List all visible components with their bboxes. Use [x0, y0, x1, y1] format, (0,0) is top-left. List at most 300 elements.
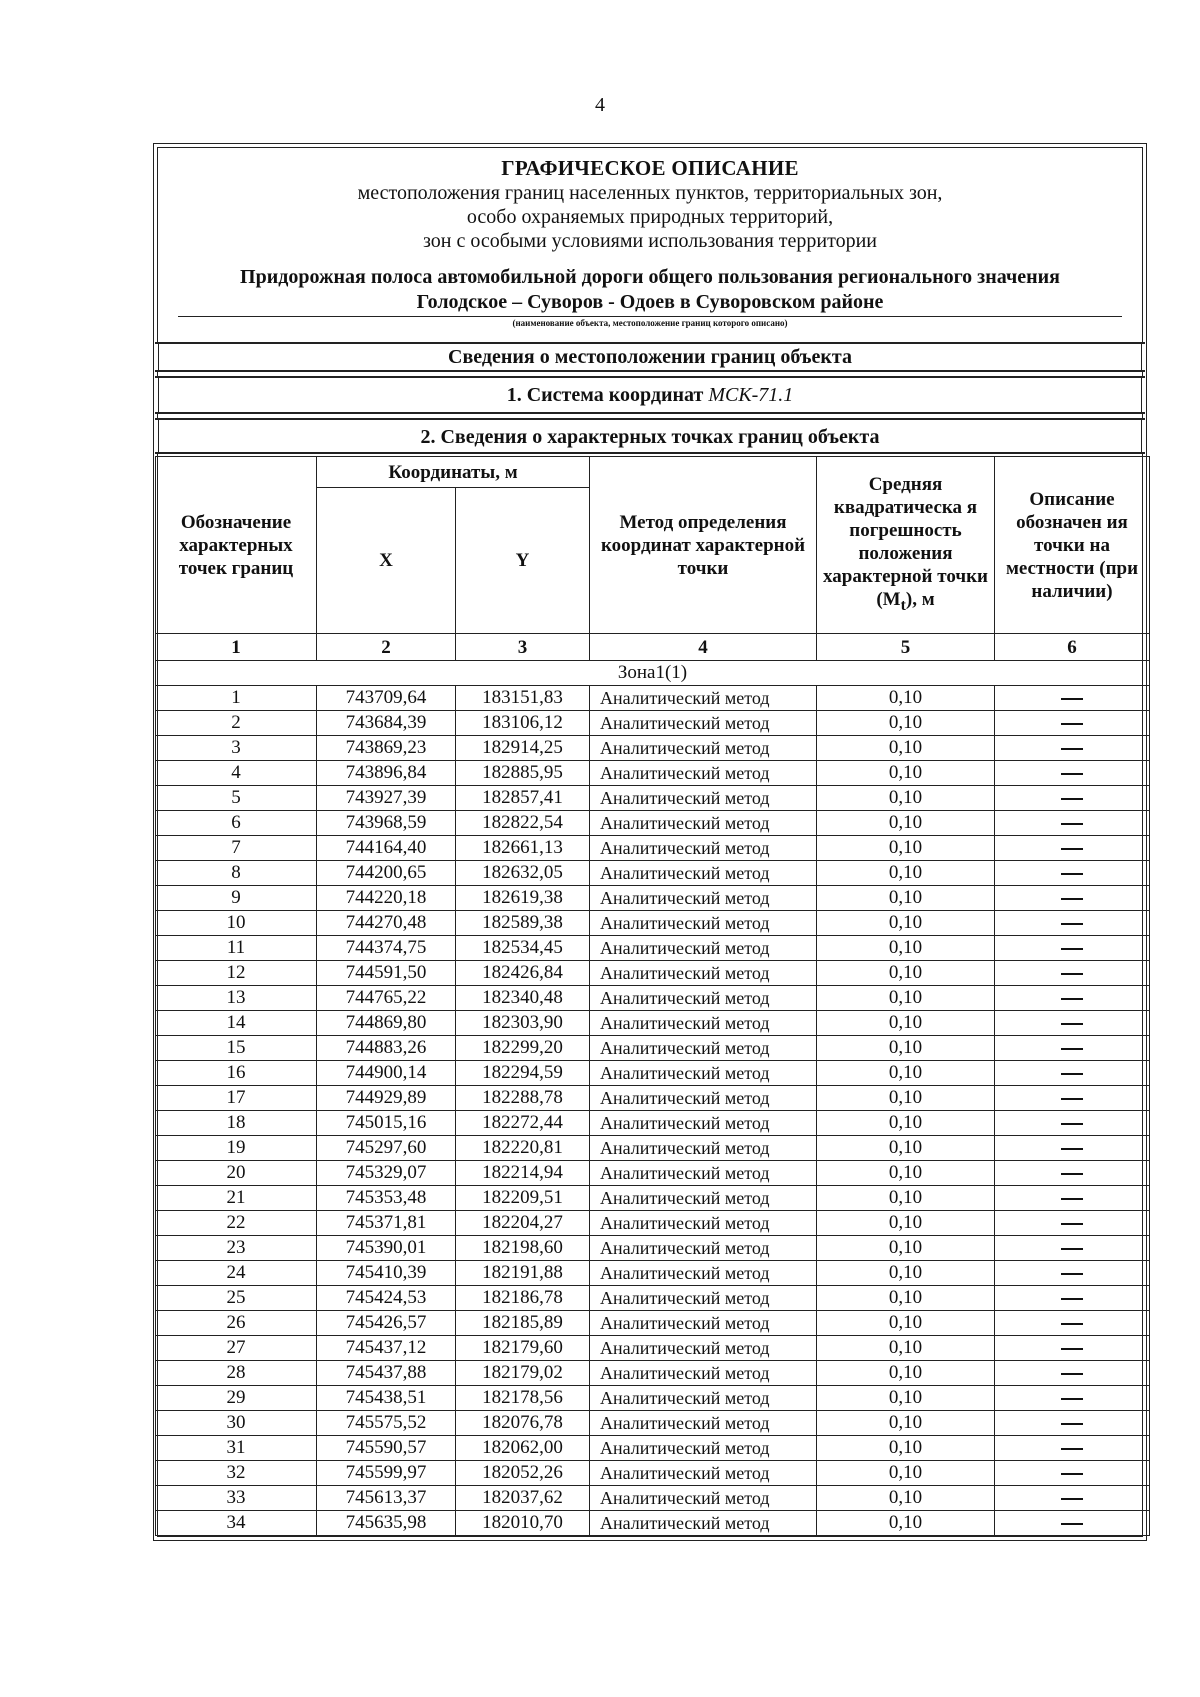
header-accuracy-tail: ), м: [905, 589, 935, 611]
point-description: [995, 786, 1150, 811]
point-method: Аналитический метод: [590, 1111, 817, 1136]
point-y: 182037,62: [456, 1486, 590, 1511]
dash-mark: [1061, 748, 1083, 750]
header-x: X: [317, 488, 456, 634]
table-row: [156, 1511, 1150, 1536]
point-number: 14: [156, 1011, 317, 1036]
point-number: 17: [156, 1086, 317, 1111]
table-row: [156, 1011, 1150, 1036]
point-x: 743896,84: [317, 761, 456, 786]
point-number: 24: [156, 1261, 317, 1286]
points-heading: [155, 418, 1145, 454]
table-row: [156, 1186, 1150, 1211]
dash-mark: [1061, 1223, 1083, 1225]
point-number: 21: [156, 1186, 317, 1211]
dash-mark: [1061, 1323, 1083, 1325]
zone-label: Зона1(1): [156, 661, 1150, 686]
point-x: 743968,59: [317, 811, 456, 836]
title-line-2: особо охраняемых природных территорий,: [466, 206, 834, 228]
point-description: [995, 811, 1150, 836]
table-row: [156, 1336, 1150, 1361]
header-accuracy-sub: t: [900, 596, 906, 614]
point-x: 745437,88: [317, 1361, 456, 1386]
table-row: [156, 1211, 1150, 1236]
point-number: 22: [156, 1211, 317, 1236]
point-accuracy: 0,10: [817, 911, 995, 936]
point-description: [995, 1436, 1150, 1461]
point-number: 20: [156, 1161, 317, 1186]
document-frame: [153, 143, 1147, 1541]
col-number: 6: [995, 634, 1150, 661]
point-accuracy: 0,10: [817, 1486, 995, 1511]
point-description: [995, 1361, 1150, 1386]
point-method: Аналитический метод: [590, 961, 817, 986]
header-y: Y: [456, 488, 590, 634]
point-number: 31: [156, 1436, 317, 1461]
dash-mark: [1061, 1073, 1083, 1075]
dash-mark: [1061, 848, 1083, 850]
point-description: [995, 1286, 1150, 1311]
point-description: [995, 961, 1150, 986]
point-method: Аналитический метод: [590, 1286, 817, 1311]
point-description: [995, 1086, 1150, 1111]
point-accuracy: 0,10: [817, 1361, 995, 1386]
point-method: Аналитический метод: [590, 1086, 817, 1111]
coord-system-heading: [155, 376, 1145, 414]
point-x: 745599,97: [317, 1461, 456, 1486]
point-accuracy: 0,10: [817, 786, 995, 811]
object-name-line-2: Голодское – Суворов - Одоев в Суворовском районе: [416, 291, 884, 313]
point-method: Аналитический метод: [590, 936, 817, 961]
point-y: 182186,78: [456, 1286, 590, 1311]
band-inner-border: [158, 378, 1142, 412]
point-x: 745613,37: [317, 1486, 456, 1511]
point-description: [995, 861, 1150, 886]
dash-mark: [1061, 1448, 1083, 1450]
point-x: 744883,26: [317, 1036, 456, 1061]
point-method: Аналитический метод: [590, 1411, 817, 1436]
point-x: 744220,18: [317, 886, 456, 911]
point-x: 744929,89: [317, 1086, 456, 1111]
table-row: [156, 686, 1150, 711]
point-x: 743869,23: [317, 736, 456, 761]
coord-system-label: 1. Система координат: [506, 384, 709, 406]
table-row: [156, 1486, 1150, 1511]
point-x: 745329,07: [317, 1161, 456, 1186]
table-row: [156, 786, 1150, 811]
point-method: Аналитический метод: [590, 911, 817, 936]
point-accuracy: 0,10: [817, 1186, 995, 1211]
point-description: [995, 911, 1150, 936]
point-x: 743684,39: [317, 711, 456, 736]
table-row: [156, 911, 1150, 936]
point-y: 182214,94: [456, 1161, 590, 1186]
dash-mark: [1061, 948, 1083, 950]
dash-mark: [1061, 1248, 1083, 1250]
point-method: Аналитический метод: [590, 686, 817, 711]
table-row: [156, 1236, 1150, 1261]
point-accuracy: 0,10: [817, 1036, 995, 1061]
point-y: 182426,84: [456, 961, 590, 986]
dash-mark: [1061, 1098, 1083, 1100]
header-accuracy: [817, 457, 995, 634]
dash-mark: [1061, 973, 1083, 975]
col-number: 2: [317, 634, 456, 661]
point-y: 182619,38: [456, 886, 590, 911]
col-number: 4: [590, 634, 817, 661]
point-number: 16: [156, 1061, 317, 1086]
object-name-caption: (наименование объекта, местоположение границ которого описано): [512, 318, 788, 328]
dash-mark: [1061, 1048, 1083, 1050]
point-accuracy: 0,10: [817, 1411, 995, 1436]
point-method: Аналитический метод: [590, 886, 817, 911]
point-x: 744900,14: [317, 1061, 456, 1086]
col-number: 1: [156, 634, 317, 661]
point-description: [995, 1386, 1150, 1411]
document-title: ГРАФИЧЕСКОЕ ОПИСАНИЕ: [501, 156, 799, 180]
point-number: 8: [156, 861, 317, 886]
table-row: [156, 1036, 1150, 1061]
point-y: 182822,54: [456, 811, 590, 836]
point-number: 25: [156, 1286, 317, 1311]
point-accuracy: 0,10: [817, 1111, 995, 1136]
dash-mark: [1061, 923, 1083, 925]
title-line-3: зон с особыми условиями использования территории: [422, 230, 878, 252]
table-row: [156, 1461, 1150, 1486]
point-number: 3: [156, 736, 317, 761]
point-y: 182220,81: [456, 1136, 590, 1161]
point-y: 182179,02: [456, 1361, 590, 1386]
point-method: Аналитический метод: [590, 1386, 817, 1411]
point-y: 182185,89: [456, 1311, 590, 1336]
header-designation: Обозначение характерных точек границ: [156, 457, 317, 634]
table-row: [156, 1286, 1150, 1311]
col-number: 3: [456, 634, 590, 661]
point-method: Аналитический метод: [590, 711, 817, 736]
point-number: 18: [156, 1111, 317, 1136]
dash-mark: [1061, 1348, 1083, 1350]
point-number: 27: [156, 1336, 317, 1361]
table-row: [156, 986, 1150, 1011]
point-number: 15: [156, 1036, 317, 1061]
point-description: [995, 1061, 1150, 1086]
point-method: Аналитический метод: [590, 1461, 817, 1486]
dash-mark: [1061, 998, 1083, 1000]
point-description: [995, 1336, 1150, 1361]
point-description: [995, 1486, 1150, 1511]
point-description: [995, 1111, 1150, 1136]
title-line-1: местоположения границ населенных пунктов, территориальных зон,: [357, 182, 943, 204]
point-number: 7: [156, 836, 317, 861]
point-number: 10: [156, 911, 317, 936]
point-number: 11: [156, 936, 317, 961]
point-description: [995, 736, 1150, 761]
point-method: Аналитический метод: [590, 1336, 817, 1361]
point-number: 30: [156, 1411, 317, 1436]
point-number: 23: [156, 1236, 317, 1261]
table-row: [156, 761, 1150, 786]
point-accuracy: 0,10: [817, 861, 995, 886]
table-row: [156, 1161, 1150, 1186]
point-method: Аналитический метод: [590, 1161, 817, 1186]
document-inner-frame: [157, 147, 1143, 1537]
point-method: Аналитический метод: [590, 1236, 817, 1261]
point-number: 19: [156, 1136, 317, 1161]
point-accuracy: 0,10: [817, 811, 995, 836]
point-method: Аналитический метод: [590, 1061, 817, 1086]
point-y: 182885,95: [456, 761, 590, 786]
points-heading-text: 2. Сведения о характерных точках границ объекта: [420, 426, 880, 448]
header-method: Метод определения координат характерной точки: [590, 457, 817, 634]
band-inner-border: [158, 344, 1142, 370]
point-y: 182534,45: [456, 936, 590, 961]
point-y: 183151,83: [456, 686, 590, 711]
point-y: 182272,44: [456, 1111, 590, 1136]
dash-mark: [1061, 1148, 1083, 1150]
table-row: [156, 1436, 1150, 1461]
point-x: 745438,51: [317, 1386, 456, 1411]
point-accuracy: 0,10: [817, 1261, 995, 1286]
dash-mark: [1061, 823, 1083, 825]
dash-mark: [1061, 773, 1083, 775]
band-inner-border: [158, 420, 1142, 452]
dash-mark: [1061, 1398, 1083, 1400]
dash-mark: [1061, 898, 1083, 900]
point-number: 26: [156, 1311, 317, 1336]
point-description: [995, 1161, 1150, 1186]
title-block: [158, 148, 1142, 342]
point-y: 182589,38: [456, 911, 590, 936]
header-description: Описание обозначен ия точки на местности (при наличии): [995, 457, 1150, 634]
table-row: [156, 1136, 1150, 1161]
point-description: [995, 711, 1150, 736]
point-number: 5: [156, 786, 317, 811]
point-accuracy: 0,10: [817, 736, 995, 761]
table-row: [156, 1086, 1150, 1111]
point-method: Аналитический метод: [590, 1511, 817, 1536]
point-accuracy: 0,10: [817, 1386, 995, 1411]
point-y: 183106,12: [456, 711, 590, 736]
point-x: 744270,48: [317, 911, 456, 936]
dash-mark: [1061, 1298, 1083, 1300]
point-y: 182299,20: [456, 1036, 590, 1061]
point-number: 29: [156, 1386, 317, 1411]
point-x: 744765,22: [317, 986, 456, 1011]
point-y: 182340,48: [456, 986, 590, 1011]
point-description: [995, 1461, 1150, 1486]
point-number: 4: [156, 761, 317, 786]
section-heading: [155, 342, 1145, 372]
point-x: 744869,80: [317, 1011, 456, 1036]
table-row: [156, 1361, 1150, 1386]
point-number: 6: [156, 811, 317, 836]
point-accuracy: 0,10: [817, 936, 995, 961]
point-x: 745390,01: [317, 1236, 456, 1261]
table-row: [156, 886, 1150, 911]
object-name-line-1: Придорожная полоса автомобильной дороги общего пользования регионального значения: [240, 266, 1060, 288]
point-description: [995, 1411, 1150, 1436]
point-accuracy: 0,10: [817, 961, 995, 986]
point-y: 182857,41: [456, 786, 590, 811]
point-method: Аналитический метод: [590, 1361, 817, 1386]
dash-mark: [1061, 723, 1083, 725]
dash-mark: [1061, 1173, 1083, 1175]
point-method: Аналитический метод: [590, 786, 817, 811]
point-y: 182178,56: [456, 1386, 590, 1411]
point-number: 33: [156, 1486, 317, 1511]
point-accuracy: 0,10: [817, 1161, 995, 1186]
point-method: Аналитический метод: [590, 836, 817, 861]
point-method: Аналитический метод: [590, 811, 817, 836]
col-number: 5: [817, 634, 995, 661]
point-accuracy: 0,10: [817, 761, 995, 786]
header-coordinates: Координаты, м: [317, 457, 590, 488]
point-method: Аналитический метод: [590, 1186, 817, 1211]
point-x: 745575,52: [317, 1411, 456, 1436]
point-accuracy: 0,10: [817, 886, 995, 911]
point-number: 1: [156, 686, 317, 711]
page-number: 4: [595, 94, 605, 116]
table-row: [156, 961, 1150, 986]
point-description: [995, 1211, 1150, 1236]
point-method: Аналитический метод: [590, 1436, 817, 1461]
point-description: [995, 1511, 1150, 1536]
point-method: Аналитический метод: [590, 986, 817, 1011]
point-method: Аналитический метод: [590, 761, 817, 786]
table-row: [156, 1411, 1150, 1436]
point-x: 743927,39: [317, 786, 456, 811]
point-method: Аналитический метод: [590, 1486, 817, 1511]
point-accuracy: 0,10: [817, 836, 995, 861]
dash-mark: [1061, 1123, 1083, 1125]
table-row: [156, 736, 1150, 761]
point-x: 743709,64: [317, 686, 456, 711]
point-accuracy: 0,10: [817, 986, 995, 1011]
point-accuracy: 0,10: [817, 1436, 995, 1461]
point-description: [995, 761, 1150, 786]
point-y: 182661,13: [456, 836, 590, 861]
point-x: 745635,98: [317, 1511, 456, 1536]
zone-row: [156, 661, 1150, 686]
point-y: 182191,88: [456, 1261, 590, 1286]
point-number: 9: [156, 886, 317, 911]
point-description: [995, 1036, 1150, 1061]
point-method: Аналитический метод: [590, 1036, 817, 1061]
point-method: Аналитический метод: [590, 1211, 817, 1236]
point-x: 744591,50: [317, 961, 456, 986]
point-number: 13: [156, 986, 317, 1011]
point-y: 182303,90: [456, 1011, 590, 1036]
point-description: [995, 1011, 1150, 1036]
coord-system-value: МСК-71.1: [708, 384, 794, 406]
point-x: 745353,48: [317, 1186, 456, 1211]
point-y: 182204,27: [456, 1211, 590, 1236]
point-method: Аналитический метод: [590, 861, 817, 886]
point-description: [995, 1261, 1150, 1286]
point-number: 28: [156, 1361, 317, 1386]
point-method: Аналитический метод: [590, 736, 817, 761]
point-description: [995, 936, 1150, 961]
point-x: 745015,16: [317, 1111, 456, 1136]
point-x: 744164,40: [317, 836, 456, 861]
point-description: [995, 1186, 1150, 1211]
point-y: 182209,51: [456, 1186, 590, 1211]
point-description: [995, 1136, 1150, 1161]
dash-mark: [1061, 1023, 1083, 1025]
point-accuracy: 0,10: [817, 1336, 995, 1361]
point-accuracy: 0,10: [817, 1086, 995, 1111]
point-description: [995, 1311, 1150, 1336]
point-y: 182062,00: [456, 1436, 590, 1461]
point-accuracy: 0,10: [817, 1011, 995, 1036]
table-row: [156, 1311, 1150, 1336]
point-method: Аналитический метод: [590, 1011, 817, 1036]
point-number: 34: [156, 1511, 317, 1536]
point-method: Аналитический метод: [590, 1311, 817, 1336]
point-x: 745297,60: [317, 1136, 456, 1161]
point-accuracy: 0,10: [817, 1286, 995, 1311]
table-row: [156, 1261, 1150, 1286]
point-accuracy: 0,10: [817, 1511, 995, 1536]
point-accuracy: 0,10: [817, 1136, 995, 1161]
point-x: 745426,57: [317, 1311, 456, 1336]
point-y: 182198,60: [456, 1236, 590, 1261]
point-number: 2: [156, 711, 317, 736]
table-row: [156, 861, 1150, 886]
dash-mark: [1061, 798, 1083, 800]
object-name-underline: [178, 316, 1122, 317]
table-row: [156, 1111, 1150, 1136]
point-accuracy: 0,10: [817, 1211, 995, 1236]
point-accuracy: 0,10: [817, 1461, 995, 1486]
dash-mark: [1061, 1498, 1083, 1500]
point-x: 745424,53: [317, 1286, 456, 1311]
dash-mark: [1061, 1473, 1083, 1475]
point-accuracy: 0,10: [817, 1061, 995, 1086]
points-table: [155, 456, 1150, 1536]
section-heading-text: Сведения о местоположении границ объекта: [448, 346, 852, 368]
point-x: 744374,75: [317, 936, 456, 961]
point-x: 745437,12: [317, 1336, 456, 1361]
table-row: [156, 1061, 1150, 1086]
dash-mark: [1061, 1523, 1083, 1525]
dash-mark: [1061, 1423, 1083, 1425]
point-method: Аналитический метод: [590, 1136, 817, 1161]
point-accuracy: 0,10: [817, 686, 995, 711]
point-accuracy: 0,10: [817, 1311, 995, 1336]
point-description: [995, 836, 1150, 861]
point-number: 32: [156, 1461, 317, 1486]
table-row: [156, 811, 1150, 836]
table-row: [156, 936, 1150, 961]
dash-mark: [1061, 1373, 1083, 1375]
point-y: 182179,60: [456, 1336, 590, 1361]
point-y: 182294,59: [456, 1061, 590, 1086]
point-method: Аналитический метод: [590, 1261, 817, 1286]
point-accuracy: 0,10: [817, 711, 995, 736]
header-accuracy-text: Средняя квадратическа я погрешность положения характерной точки (M: [823, 474, 988, 611]
dash-mark: [1061, 1273, 1083, 1275]
point-y: 182052,26: [456, 1461, 590, 1486]
table-row: [156, 836, 1150, 861]
object-name: [158, 265, 1142, 315]
point-y: 182076,78: [456, 1411, 590, 1436]
point-y: 182914,25: [456, 736, 590, 761]
point-description: [995, 686, 1150, 711]
point-description: [995, 1236, 1150, 1261]
point-description: [995, 986, 1150, 1011]
point-y: 182010,70: [456, 1511, 590, 1536]
